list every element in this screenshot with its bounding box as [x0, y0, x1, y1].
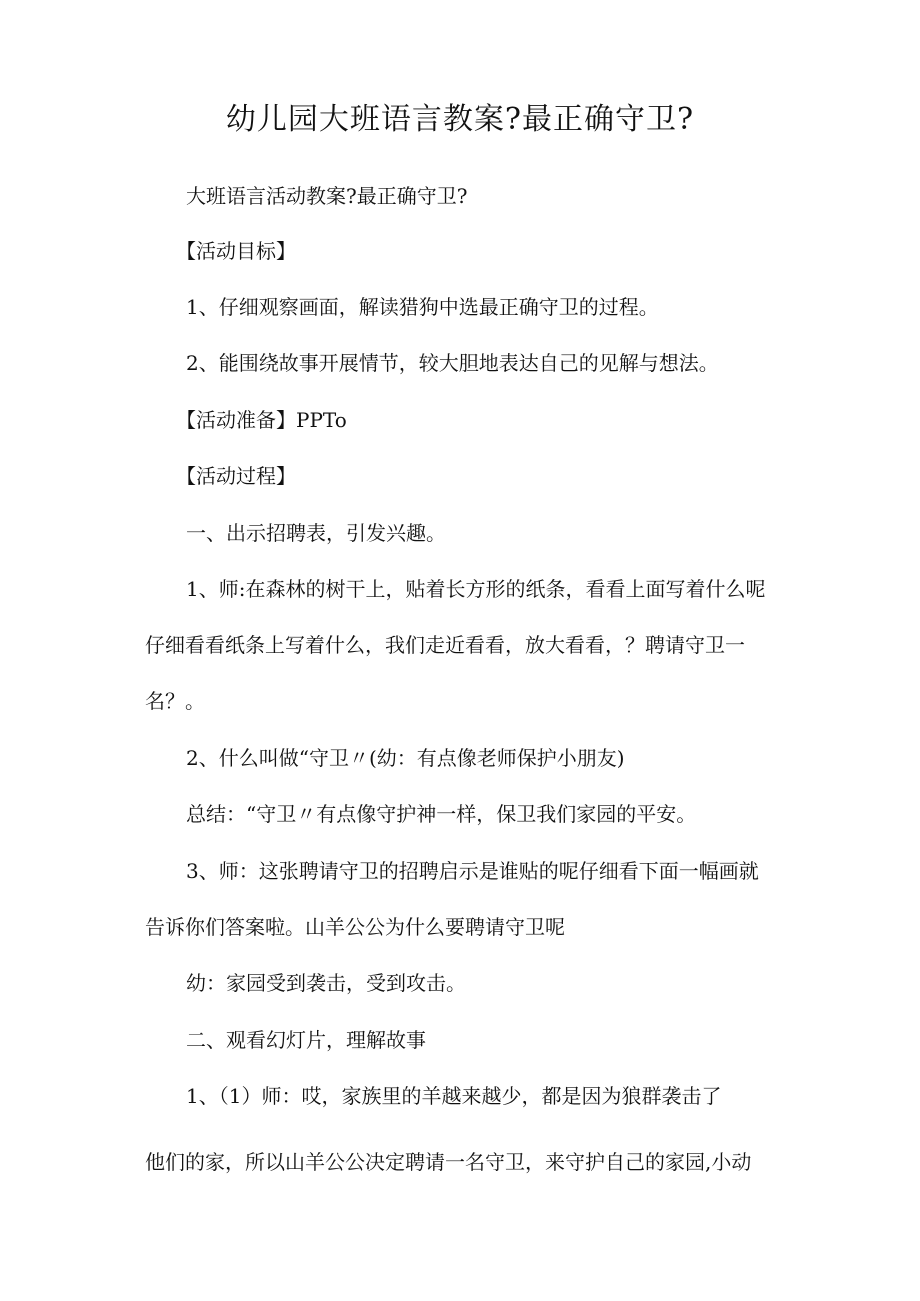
paragraph-line: 2、能围绕故事开展情节，较大胆地表达自己的见解与想法。: [186, 351, 719, 375]
paragraph-line: 他们的家，所以山羊公公决定聘请一名守卫，来守护自己的家园,小动: [145, 1150, 752, 1174]
section-heading-goals: 【活动目标】: [176, 239, 296, 263]
paragraph-line: 二、观看幻灯片，理解故事: [186, 1028, 426, 1052]
paragraph-line: 1、（1）师：哎，家族里的羊越来越少，都是因为狼群袭击了: [186, 1084, 722, 1108]
paragraph-line: 名？。: [145, 689, 205, 713]
paragraph-line: 幼：家园受到袭击，受到攻击。: [186, 971, 466, 995]
subtitle-line: 大班语言活动教案?最正确守卫?: [186, 184, 468, 208]
paragraph-line: 总结：“守卫〃有点像守护神一样，保卫我们家园的平安。: [186, 802, 697, 826]
paragraph-line: 告诉你们答案啦。山羊公公为什么要聘请守卫呢: [145, 915, 565, 939]
paragraph-line: 3、师：这张聘请守卫的招聘启示是谁贴的呢仔细看下面一幅画就: [186, 859, 759, 883]
document-title: 幼儿园大班语言教案?最正确守卫?: [225, 102, 695, 137]
section-heading-preparation: 【活动准备】PPTo: [176, 408, 347, 432]
paragraph-line: 仔细看看纸条上写着什么，我们走近看看，放大看看，？聘请守卫一: [145, 633, 745, 657]
section-heading-process: 【活动过程】: [176, 464, 296, 488]
paragraph-line: 2、什么叫做“守卫〃(幼：有点像老师保护小朋友): [186, 746, 625, 770]
paragraph-line: 1、师:在森林的树干上，贴着长方形的纸条，看看上面写着什么呢: [186, 577, 766, 601]
paragraph-line: 一、出示招聘表，引发兴趣。: [186, 521, 446, 545]
paragraph-line: 1、仔细观察画面，解读猎狗中选最正确守卫的过程。: [186, 295, 659, 319]
